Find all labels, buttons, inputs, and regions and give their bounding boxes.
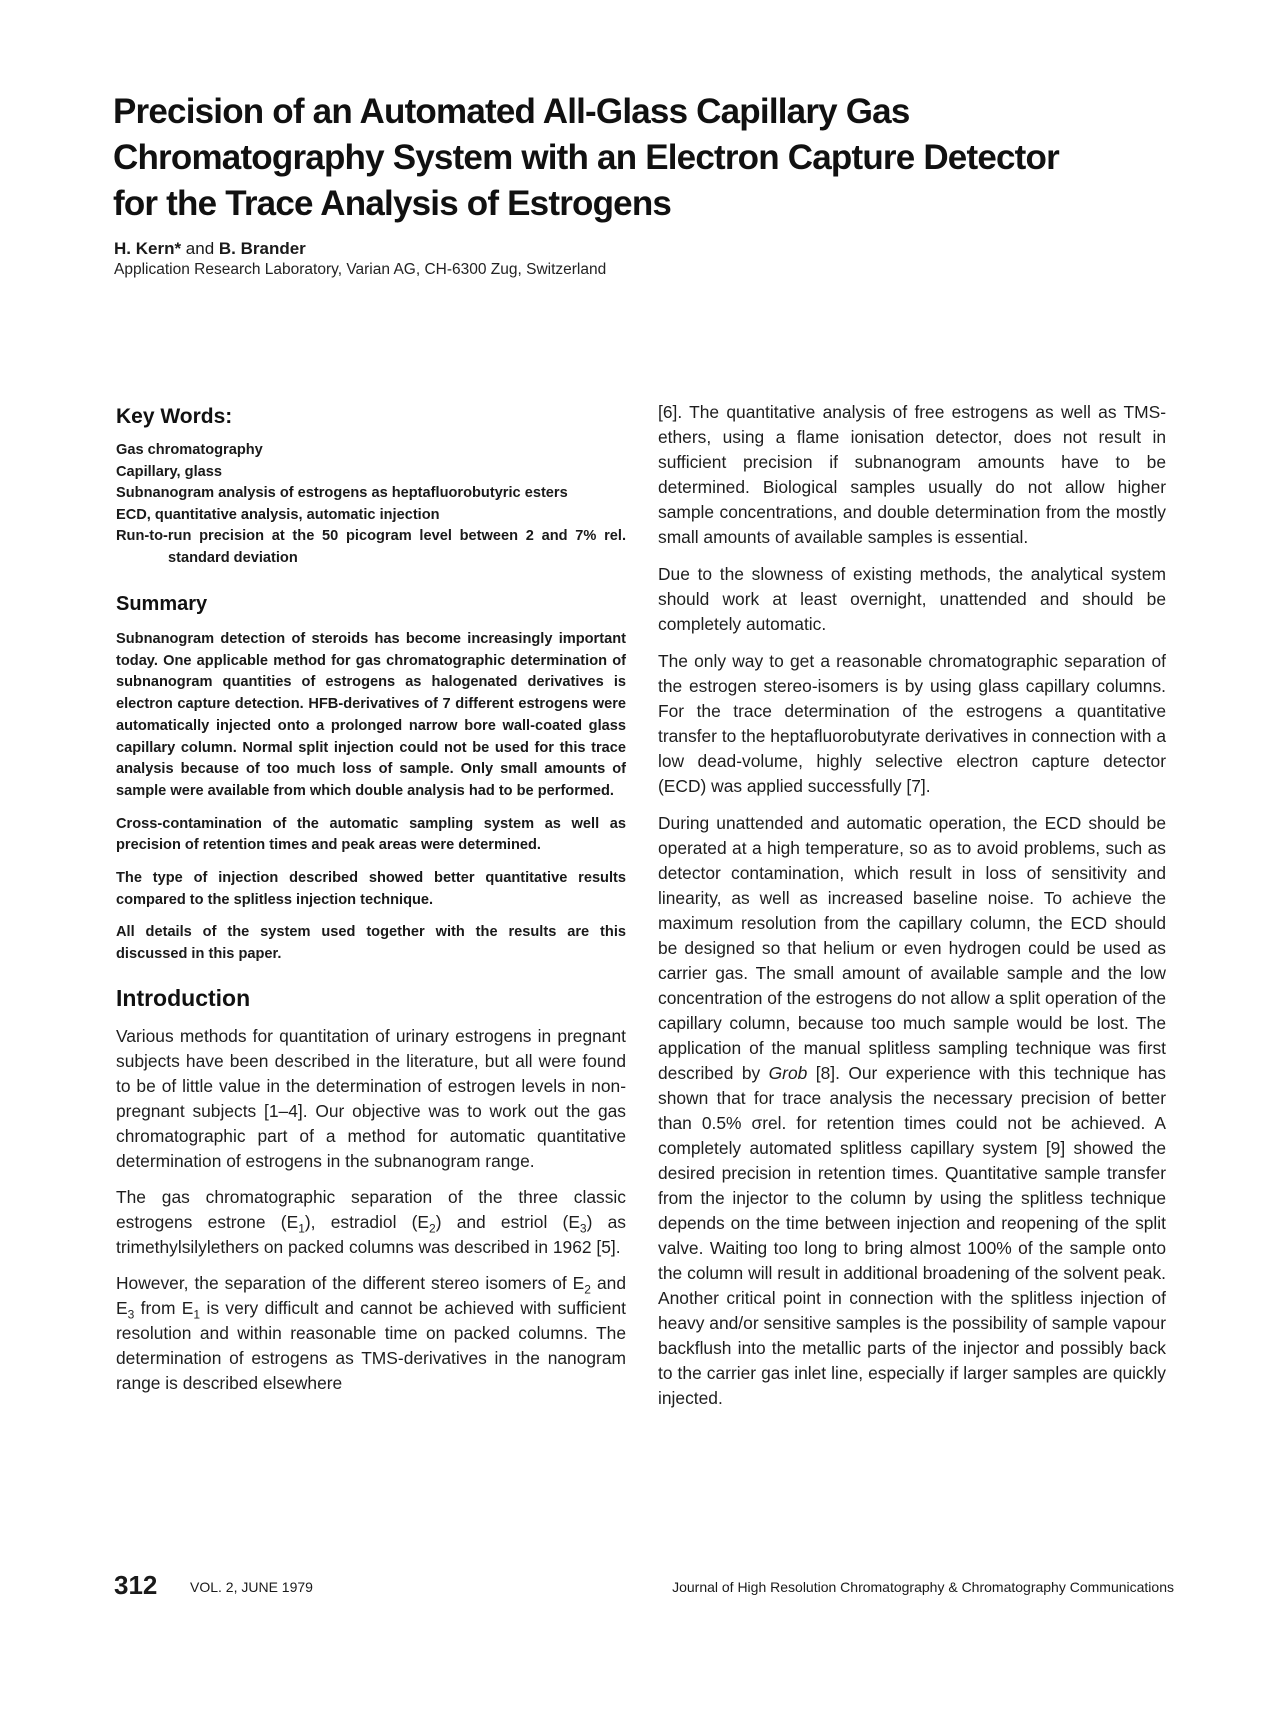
keyword-item: Gas chromatography xyxy=(116,442,263,458)
author-name: B. Brander xyxy=(218,239,306,258)
keyword-item: ECD, quantitative analysis, automatic injection xyxy=(116,506,440,523)
text-run: from E xyxy=(134,1297,194,1318)
page-title xyxy=(113,89,1193,227)
subscript: 2 xyxy=(429,1221,436,1236)
summary-paragraph: All details of the system used together with the results are this discussed in this paper. xyxy=(116,924,626,963)
page-number: 312 xyxy=(114,1570,158,1600)
keyword-item: Capillary, glass xyxy=(116,463,222,480)
summary-paragraph: Cross-contamination of the automatic sampling system as well as precision of retention times and peak areas were determined. xyxy=(116,815,626,854)
body-paragraph: [6]. The quantitative analysis of free estrogens as well as TMS-ethers, using a flame ionisation detector, does not result in sufficient precision if subnanogram amounts have to be determined. Biological samples usually do not allow higher sample concentrations, and double determination from the mostly small amounts of available samples is essential. xyxy=(658,402,1166,547)
authors xyxy=(114,238,306,260)
subscript: 1 xyxy=(298,1221,305,1236)
introduction-heading: Introduction xyxy=(116,984,251,1011)
keywords-list xyxy=(116,440,626,569)
journal-name: Journal of High Resolution Chromatography & Chromatography Communications xyxy=(672,1579,1174,1595)
subscript: 1 xyxy=(193,1307,201,1322)
title-line: for the Trace Analysis of Estrogens xyxy=(113,184,672,224)
body-paragraph xyxy=(116,1185,626,1260)
subscript: 3 xyxy=(127,1307,135,1322)
keywords-heading: Key Words: xyxy=(116,405,233,428)
text-run: is very difficult and cannot be achieved with sufficient resolution and within reasonable time on packed columns. The determination of estrogens as TMS-derivatives in the nanogram range is described elsewhere xyxy=(116,1297,626,1393)
author-join: and xyxy=(181,239,219,258)
affiliation: Application Research Laboratory, Varian AG, CH-6300 Zug, Switzerland xyxy=(114,261,607,278)
body-paragraph xyxy=(116,1271,626,1396)
title-line: Precision of an Automated All-Glass Capillary Gas xyxy=(113,92,910,132)
title-line: Chromatography System with an Electron Capture Detector xyxy=(113,138,1059,178)
text-run: and E xyxy=(116,1272,626,1318)
text-run: During unattended and automatic operation, the ECD should be operated at a high temperature, so as to avoid problems, such as detector contamination, which result in loss of sensitivity and linearity, as well as increased baseline noise. To achieve the maximum resolution from the capillary column, the ECD should be designed so that helium or even hydrogen could be used as carrier gas. The small amount of available sample and the low concentration of the estrogens do not allow a split operation of the capillary column, because too much sample would be lost. The application of the manual splitless sampling technique was first described by xyxy=(658,813,1166,1083)
subscript: 2 xyxy=(584,1282,591,1297)
subscript: 3 xyxy=(579,1221,587,1236)
body-paragraph: The only way to get a reasonable chromatographic separation of the estrogen stereo-isomers is by using glass capillary columns. For the trace determination of the estrogens a quantitative transfer to the heptafluorobutyrate derivatives in connection with a low dead-volume, highly selective electron capture detector (ECD) was applied successfully [7]. xyxy=(658,651,1166,796)
text-run: [8]. Our experience with this technique has shown that for trace analysis the necessary precision of better than 0.5% σrel. for retention times could not be achieved. A completely automated splitless capillary system [9] showed the desired precision in retention times. Quantitative sample transfer from the injector to the column by using the splitless technique depends on the time between injection and reopening of the split valve. Waiting too long to bring almost 100% of the sample onto the column will result in additional broadening of the solvent peak. Another critical point in connection with the splitless injection of heavy and/or sensitive samples is the possibility of sample vapour backflush into the metallic parts of the injector and possibly back to the carrier gas inlet line, especially if larger samples are quickly injected. xyxy=(658,1063,1166,1408)
page-footer xyxy=(114,1570,1174,1602)
author-citation: Grob xyxy=(768,1063,808,1083)
text-run: ) and estriol (E xyxy=(435,1211,580,1232)
text-run: The gas chromatographic separation of the three classic estrogens estrone (E xyxy=(116,1186,626,1232)
keyword-item: Run-to-run precision at the 50 picogram level between 2 and 7% rel. standard deviation xyxy=(116,528,626,566)
body-paragraph: Due to the slowness of existing methods, the analytical system should work at least overnight, unattended and should be completely automatic. xyxy=(658,564,1166,634)
body-paragraph xyxy=(658,811,1166,1411)
summary-paragraph: The type of injection described showed better quantitative results compared to the splitless injection technique. xyxy=(116,870,626,908)
author-name: H. Kern* xyxy=(114,239,182,258)
keyword-item: Subnanogram analysis of estrogens as heptafluorobutyric esters xyxy=(116,485,568,501)
body-paragraph: Various methods for quantitation of urinary estrogens in pregnant subjects have been described in the literature, but all were found to be of little value in the determination of estrogen levels in non-pregnant subjects [1–4]. Our objective was to work out the gas chromatographic part of a method for automatic quantitative determination of estrogens in the subnanogram range. xyxy=(116,1025,626,1171)
right-column xyxy=(658,400,1166,1423)
text-run: ) as trimethylsilylethers on packed columns was described in 1962 [5]. xyxy=(116,1211,626,1257)
summary-paragraph: Subnanogram detection of steroids has become increasingly important today. One applicable method for gas chromatographic determination of subnanogram quantities of estrogens as halogenated derivatives is electron capture detection. HFB-derivatives of 7 different estrogens were automatically injected onto a prolonged narrow bore wall-coated glass capillary column. Normal split injection could not be used for this trace analysis because of too much loss of sample. Only small amounts of sample were available from which double analysis had to be performed. xyxy=(116,631,626,799)
left-column xyxy=(116,404,626,1407)
issue-info: VOL. 2, JUNE 1979 xyxy=(190,1579,313,1595)
text-run: However, the separation of the different stereo isomers of E xyxy=(116,1272,585,1293)
summary-heading: Summary xyxy=(116,593,208,615)
text-run: ), estradiol (E xyxy=(304,1211,430,1232)
